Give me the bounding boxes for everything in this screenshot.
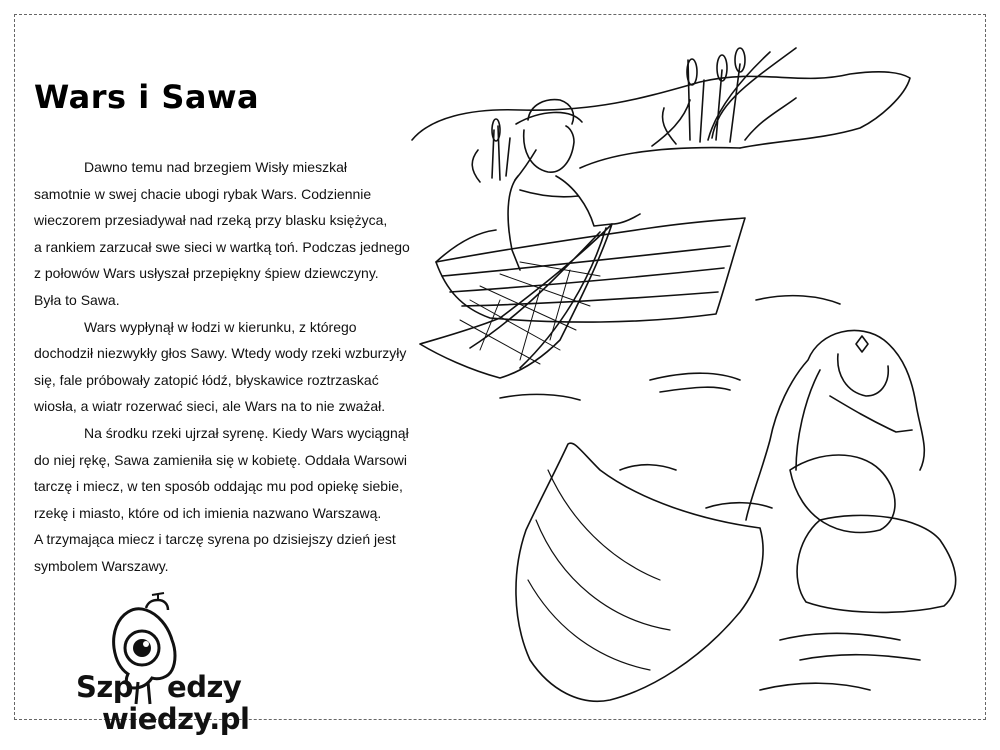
story-line: dochodził niezwykły głos Sawy. Wtedy wody rzeki wzburzyły (34, 345, 407, 362)
story-line: się, fale próbowały zatopić łódź, błyskawice roztrzaskać (34, 371, 379, 388)
story-line: A trzymająca miecz i tarczę syrena po dzisiejszy dzień jest (34, 531, 396, 548)
logo-text-line1 (76, 670, 241, 704)
logo-text-szp: Szp (76, 670, 134, 704)
page-title: Wars i Sawa (34, 78, 260, 116)
story-line: Wars wypłynął w łodzi w kierunku, z którego (84, 318, 357, 335)
story-line: do niej rękę, Sawa zamieniła się w kobietę. Oddała Warsowi (34, 451, 407, 468)
szpiedzy-wiedzy-logo[interactable] (76, 592, 250, 742)
story-line: wiosła, a wiatr rozerwać sieci, ale Wars na to nie zważał. (34, 398, 386, 415)
story-line: rzekę i miasto, które od ich imienia nazwano Warszawą. (34, 504, 382, 521)
story-line: Na środku rzeki ujrzał syrenę. Kiedy Wars wyciągnął (84, 424, 409, 441)
story-line: samotnie w swej chacie ubogi rybak Wars. Codziennie (34, 185, 372, 202)
logo-text-line2: wiedzy.pl (102, 702, 250, 736)
story-line: tarczę i miecz, w ten sposób oddając mu pod opiekę siebie, (34, 478, 403, 495)
story-line: symbolem Warszawy. (34, 557, 169, 574)
story-line: Dawno temu nad brzegiem Wisły mieszkał (84, 159, 347, 175)
logo-text-edzy: edzy (167, 670, 242, 704)
story-paragraph-2 (34, 314, 424, 420)
story-line: z połowów Wars usłyszał przepiękny śpiew dziewczyny. (34, 265, 379, 282)
story-line: wieczorem przesiadywał nad rzeką przy blasku księżyca, (34, 212, 388, 229)
story-line: a rankiem zarzucał swe sieci w wartką toń. Podczas jednego (34, 238, 410, 255)
story-line: Była to Sawa. (34, 291, 120, 308)
story-paragraph-1 (34, 154, 424, 314)
story-text (34, 154, 424, 580)
story-paragraph-3 (34, 420, 424, 580)
